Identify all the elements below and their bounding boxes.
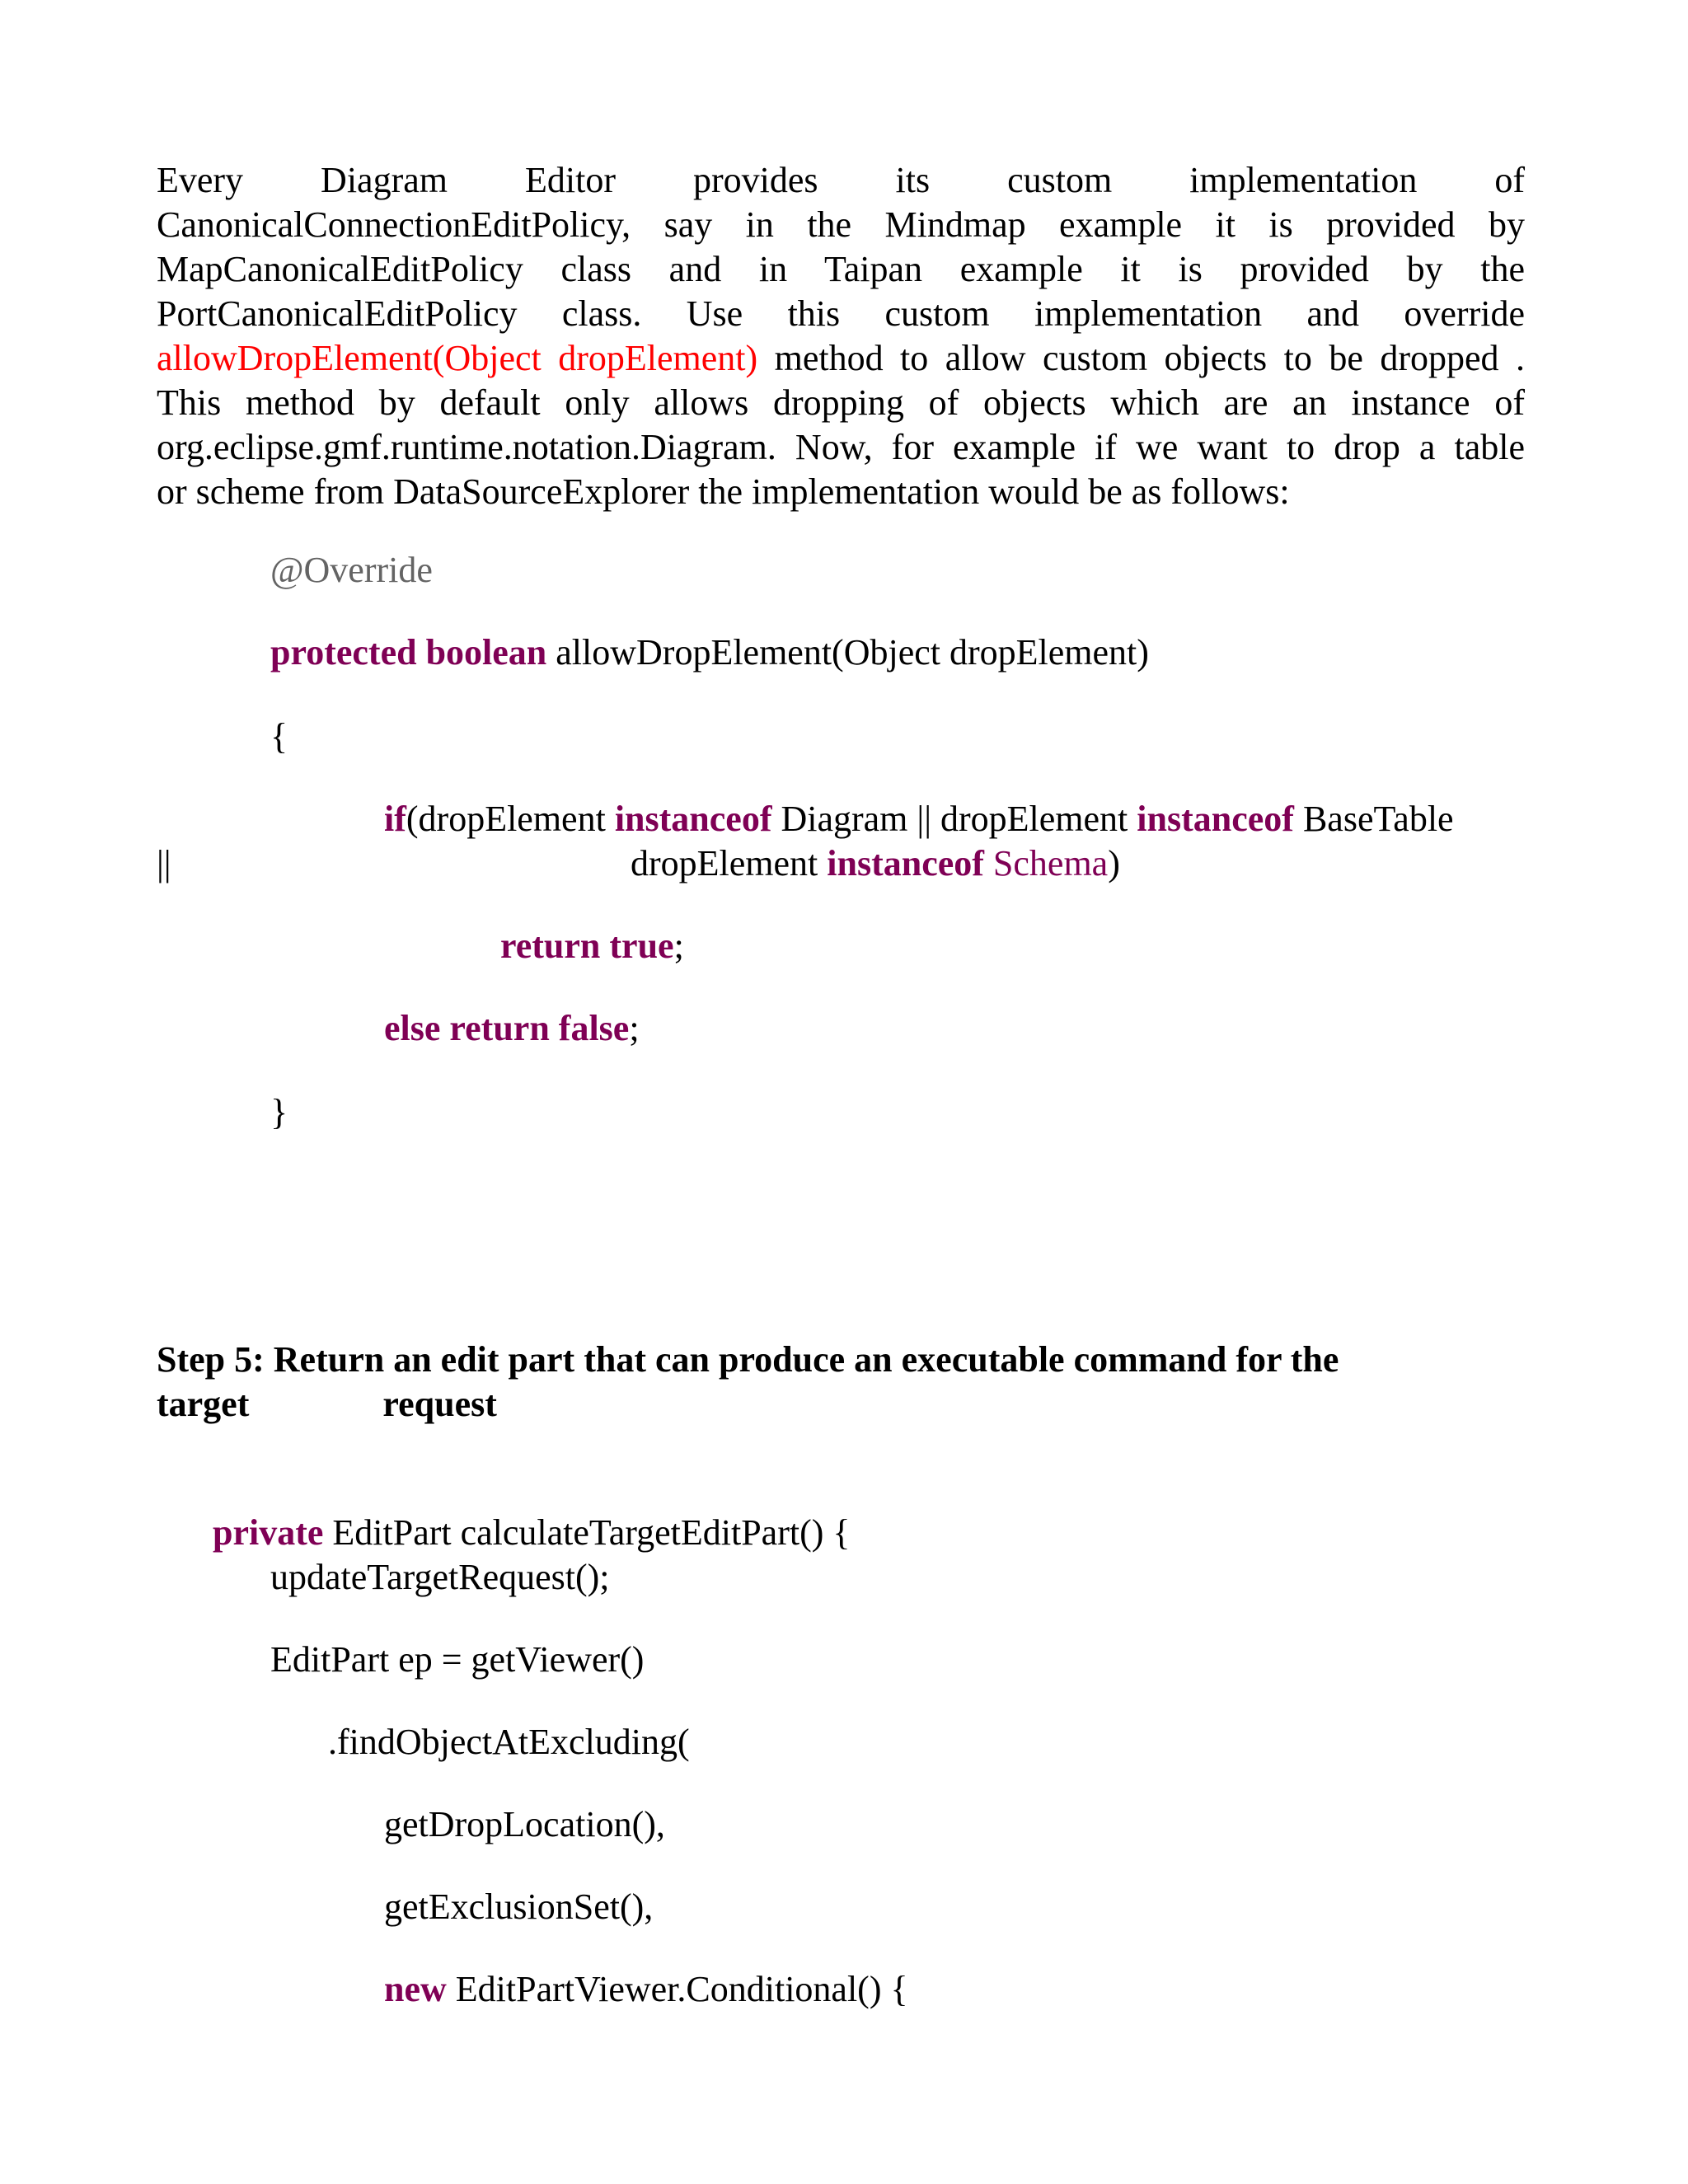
code-close-brace: }: [270, 1092, 288, 1132]
code2-update-target: updateTargetRequest();: [270, 1557, 610, 1597]
code-annotation: @Override: [270, 550, 433, 590]
code-return-true: return true;: [500, 926, 684, 966]
para-line-3: MapCanonicalEditPolicy class and in Taipan example it is provided by the: [157, 249, 1525, 289]
para-line-7: org.eclipse.gmf.runtime.notation.Diagram. Now, for example if we want to drop a table: [157, 427, 1525, 467]
step-heading-line-1: Step 5: Return an edit part that can produce an executable command for the: [157, 1339, 1339, 1380]
step-heading-line-2: target request: [157, 1384, 497, 1424]
code2-new-conditional: new EditPartViewer.Conditional() {: [384, 1969, 908, 2009]
para-line-6: This method by default only allows dropping of objects which are an instance of: [157, 382, 1525, 423]
code-or-symbol: ||: [157, 843, 171, 883]
code-method-signature: protected boolean allowDropElement(Object dropElement): [270, 632, 1149, 673]
code2-drop-location: getDropLocation(),: [384, 1804, 665, 1844]
code-open-brace: {: [270, 716, 288, 757]
code2-find-object: .findObjectAtExcluding(: [328, 1722, 690, 1762]
para-line-2: CanonicalConnectionEditPolicy, say in the Mindmap example it is provided by: [157, 204, 1525, 245]
para-line-8: or scheme from DataSourceExplorer the implementation would be as follows:: [157, 471, 1290, 512]
code2-exclusion-set: getExclusionSet(),: [384, 1886, 654, 1927]
para-line-5: allowDropElement(Object dropElement) method to allow custom objects to be dropped .: [157, 338, 1526, 378]
code-if-line: if(dropElement instanceof Diagram || dropElement instanceof BaseTable: [384, 799, 1454, 839]
method-name-highlight: allowDropElement(Object dropElement): [157, 338, 758, 378]
para-line-1: Every Diagram Editor provides its custom implementation of: [157, 160, 1525, 200]
code2-editpart-ep: EditPart ep = getViewer(): [270, 1639, 645, 1680]
code-else-return-false: else return false;: [384, 1008, 640, 1048]
code-if-continuation: dropElement instanceof Schema): [631, 843, 1120, 883]
code2-signature: private EditPart calculateTargetEditPart() {: [213, 1512, 851, 1553]
para-line-4: PortCanonicalEditPolicy class. Use this custom implementation and override: [157, 293, 1525, 334]
intro-paragraph: [157, 158, 1525, 514]
